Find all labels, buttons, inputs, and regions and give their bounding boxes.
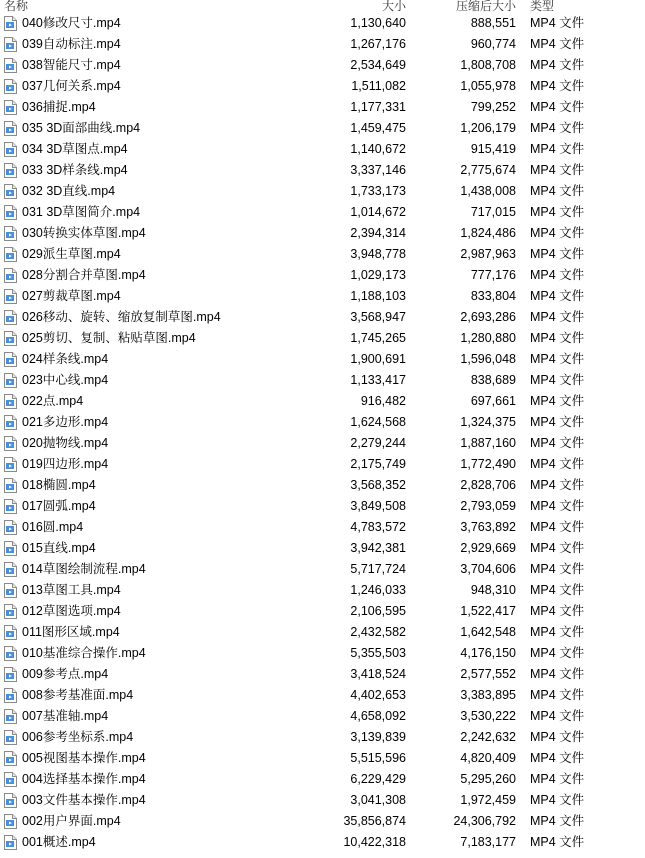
- file-packed-size-cell: 1,772,490: [460, 457, 516, 471]
- file-packed-size-cell: 1,808,708: [460, 58, 516, 72]
- file-rows-container: [0, 13, 645, 853]
- table-row[interactable]: [0, 433, 645, 454]
- mp4-file-icon: [4, 247, 17, 262]
- table-row[interactable]: [0, 118, 645, 139]
- file-name-cell[interactable]: [0, 685, 300, 706]
- file-name-cell[interactable]: [0, 664, 300, 685]
- table-row[interactable]: [0, 412, 645, 433]
- file-name-cell[interactable]: [0, 139, 300, 160]
- file-size-cell: 1,188,103: [350, 289, 406, 303]
- mp4-file-icon: [4, 688, 17, 703]
- file-name-cell[interactable]: [0, 727, 300, 748]
- mp4-file-icon: [4, 667, 17, 682]
- file-packed-size-cell: 697,661: [470, 394, 516, 408]
- file-name-label: 012草图选项.mp4: [22, 604, 121, 618]
- file-name-label: 018椭圆.mp4: [22, 478, 96, 492]
- mp4-file-icon: [4, 478, 17, 493]
- file-type-cell: MP4 文件: [530, 835, 585, 849]
- table-row[interactable]: [0, 181, 645, 202]
- file-name-cell[interactable]: [0, 223, 300, 244]
- file-packed-size-cell: 717,015: [470, 205, 516, 219]
- file-name-label: 011图形区域.mp4: [22, 625, 120, 639]
- table-row[interactable]: [0, 76, 645, 97]
- file-name-label: 025剪切、复制、粘贴草图.mp4: [22, 331, 196, 345]
- table-row[interactable]: [0, 538, 645, 559]
- file-type-cell: MP4 文件: [530, 667, 585, 681]
- file-type-cell: MP4 文件: [530, 16, 585, 30]
- column-header-row[interactable]: [0, 0, 645, 13]
- file-packed-size-cell: 3,383,895: [460, 688, 516, 702]
- file-size-cell: 3,337,146: [350, 163, 406, 177]
- mp4-file-icon: [4, 604, 17, 619]
- file-packed-size-cell: 833,804: [470, 289, 516, 303]
- mp4-file-icon: [4, 142, 17, 157]
- file-size-cell: 1,140,672: [350, 142, 406, 156]
- file-name-cell[interactable]: [0, 769, 300, 790]
- file-type-cell: MP4 文件: [530, 709, 585, 723]
- file-size-cell: 3,139,839: [350, 730, 406, 744]
- file-packed-size-cell: 888,551: [470, 16, 516, 30]
- file-type-cell: MP4 文件: [530, 142, 585, 156]
- table-row[interactable]: [0, 244, 645, 265]
- file-type-cell: MP4 文件: [530, 793, 585, 807]
- file-name-label: 023中心线.mp4: [22, 373, 109, 387]
- file-type-cell: MP4 文件: [530, 520, 585, 534]
- file-packed-size-cell: 2,577,552: [460, 667, 516, 681]
- file-name-label: 039自动标注.mp4: [22, 37, 121, 51]
- file-packed-size-cell: 2,828,706: [460, 478, 516, 492]
- table-row[interactable]: [0, 370, 645, 391]
- file-type-cell: MP4 文件: [530, 499, 585, 513]
- file-name-cell[interactable]: [0, 412, 300, 433]
- file-size-cell: 4,402,653: [350, 688, 406, 702]
- file-name-label: 006参考坐标系.mp4: [22, 730, 134, 744]
- table-row[interactable]: [0, 811, 645, 832]
- file-type-cell: MP4 文件: [530, 478, 585, 492]
- file-name-label: 027剪裁草图.mp4: [22, 289, 121, 303]
- file-size-cell: 1,733,173: [350, 184, 406, 198]
- file-packed-size-cell: 1,438,008: [460, 184, 516, 198]
- mp4-file-icon: [4, 79, 17, 94]
- file-name-cell[interactable]: [0, 76, 300, 97]
- file-type-cell: MP4 文件: [530, 730, 585, 744]
- file-packed-size-cell: 1,596,048: [460, 352, 516, 366]
- file-packed-size-cell: 4,820,409: [460, 751, 516, 765]
- file-packed-size-cell: 960,774: [470, 37, 516, 51]
- file-name-label: 007基准轴.mp4: [22, 709, 109, 723]
- file-name-label: 028分割合并草图.mp4: [22, 268, 146, 282]
- file-type-cell: MP4 文件: [530, 394, 585, 408]
- file-name-label: 001概述.mp4: [22, 835, 96, 849]
- mp4-file-icon: [4, 625, 17, 640]
- file-name-cell[interactable]: [0, 601, 300, 622]
- file-size-cell: 5,515,596: [350, 751, 406, 765]
- mp4-file-icon: [4, 562, 17, 577]
- mp4-file-icon: [4, 352, 17, 367]
- file-size-cell: 1,900,691: [350, 352, 406, 366]
- file-size-cell: 1,459,475: [350, 121, 406, 135]
- file-size-cell: 3,041,308: [350, 793, 406, 807]
- file-name-label: 024样条线.mp4: [22, 352, 109, 366]
- file-name-cell[interactable]: [0, 580, 300, 601]
- file-type-cell: MP4 文件: [530, 541, 585, 555]
- table-row[interactable]: [0, 97, 645, 118]
- file-type-cell: MP4 文件: [530, 373, 585, 387]
- file-type-cell: MP4 文件: [530, 772, 585, 786]
- file-name-cell[interactable]: [0, 34, 300, 55]
- file-packed-size-cell: 1,522,417: [460, 604, 516, 618]
- mp4-file-icon: [4, 394, 17, 409]
- file-size-cell: 1,133,417: [350, 373, 406, 387]
- file-packed-size-cell: 838,689: [470, 373, 516, 387]
- file-type-cell: MP4 文件: [530, 814, 585, 828]
- file-size-cell: 1,246,033: [350, 583, 406, 597]
- file-type-cell: MP4 文件: [530, 289, 585, 303]
- mp4-file-icon: [4, 835, 17, 850]
- file-packed-size-cell: 2,929,669: [460, 541, 516, 555]
- mp4-file-icon: [4, 751, 17, 766]
- file-name-label: 034 3D草图点.mp4: [22, 142, 128, 156]
- table-row[interactable]: [0, 391, 645, 412]
- file-packed-size-cell: 2,793,059: [460, 499, 516, 513]
- file-name-label: 026移动、旋转、缩放复制草图.mp4: [22, 310, 221, 324]
- file-name-label: 004选择基本操作.mp4: [22, 772, 146, 786]
- file-name-cell[interactable]: [0, 391, 300, 412]
- file-name-cell[interactable]: [0, 307, 300, 328]
- file-size-cell: 916,482: [360, 394, 406, 408]
- file-packed-size-cell: 5,295,260: [460, 772, 516, 786]
- file-name-label: 008参考基准面.mp4: [22, 688, 134, 702]
- file-name-cell[interactable]: [0, 55, 300, 76]
- file-name-cell[interactable]: [0, 622, 300, 643]
- file-size-cell: 2,534,649: [350, 58, 406, 72]
- table-row[interactable]: [0, 55, 645, 76]
- table-row[interactable]: [0, 307, 645, 328]
- file-name-label: 017圆弧.mp4: [22, 499, 96, 513]
- table-row[interactable]: [0, 202, 645, 223]
- file-type-cell: MP4 文件: [530, 646, 585, 660]
- file-type-cell: MP4 文件: [530, 79, 585, 93]
- mp4-file-icon: [4, 520, 17, 535]
- file-packed-size-cell: 777,176: [470, 268, 516, 282]
- table-row[interactable]: [0, 559, 645, 580]
- table-row[interactable]: [0, 265, 645, 286]
- table-row[interactable]: [0, 748, 645, 769]
- file-type-cell: MP4 文件: [530, 247, 585, 261]
- file-name-cell[interactable]: [0, 160, 300, 181]
- file-packed-size-cell: 7,183,177: [460, 835, 516, 849]
- file-name-cell[interactable]: [0, 244, 300, 265]
- mp4-file-icon: [4, 436, 17, 451]
- file-size-cell: 4,658,092: [350, 709, 406, 723]
- file-type-cell: MP4 文件: [530, 58, 585, 72]
- file-name-cell[interactable]: [0, 349, 300, 370]
- file-name-cell[interactable]: [0, 265, 300, 286]
- table-row[interactable]: [0, 223, 645, 244]
- file-name-cell[interactable]: [0, 538, 300, 559]
- mp4-file-icon: [4, 415, 17, 430]
- file-name-label: 040修改尺寸.mp4: [22, 16, 121, 30]
- file-name-label: 010基准综合操作.mp4: [22, 646, 146, 660]
- mp4-file-icon: [4, 16, 17, 31]
- file-size-cell: 2,432,582: [350, 625, 406, 639]
- mp4-file-icon: [4, 268, 17, 283]
- file-name-label: 014草图绘制流程.mp4: [22, 562, 146, 576]
- file-size-cell: 1,130,640: [350, 16, 406, 30]
- file-name-cell[interactable]: [0, 433, 300, 454]
- file-packed-size-cell: 4,176,150: [460, 646, 516, 660]
- file-type-cell: MP4 文件: [530, 205, 585, 219]
- table-row[interactable]: [0, 769, 645, 790]
- file-packed-size-cell: 1,280,880: [460, 331, 516, 345]
- file-type-cell: MP4 文件: [530, 751, 585, 765]
- column-header-packed-size[interactable]: 压缩后大小: [455, 0, 516, 13]
- file-size-cell: 35,856,874: [343, 814, 406, 828]
- mp4-file-icon: [4, 772, 17, 787]
- file-name-cell[interactable]: [0, 202, 300, 223]
- file-size-cell: 2,394,314: [350, 226, 406, 240]
- file-name-cell[interactable]: [0, 118, 300, 139]
- file-name-cell[interactable]: [0, 97, 300, 118]
- file-type-cell: MP4 文件: [530, 100, 585, 114]
- mp4-file-icon: [4, 121, 17, 136]
- file-size-cell: 1,267,176: [350, 37, 406, 51]
- table-row[interactable]: [0, 454, 645, 475]
- table-row[interactable]: [0, 160, 645, 181]
- file-size-cell: 1,177,331: [350, 100, 406, 114]
- table-row[interactable]: [0, 475, 645, 496]
- file-packed-size-cell: 799,252: [470, 100, 516, 114]
- mp4-file-icon: [4, 814, 17, 829]
- file-name-cell[interactable]: [0, 748, 300, 769]
- mp4-file-icon: [4, 646, 17, 661]
- file-name-cell[interactable]: [0, 328, 300, 349]
- mp4-file-icon: [4, 184, 17, 199]
- file-name-cell[interactable]: [0, 454, 300, 475]
- file-name-label: 003文件基本操作.mp4: [22, 793, 146, 807]
- file-name-label: 005视图基本操作.mp4: [22, 751, 146, 765]
- mp4-file-icon: [4, 289, 17, 304]
- file-type-cell: MP4 文件: [530, 457, 585, 471]
- table-row[interactable]: [0, 286, 645, 307]
- table-row[interactable]: [0, 727, 645, 748]
- file-size-cell: 1,745,265: [350, 331, 406, 345]
- table-row[interactable]: [0, 328, 645, 349]
- file-packed-size-cell: 1,055,978: [460, 79, 516, 93]
- file-name-cell[interactable]: [0, 517, 300, 538]
- table-row[interactable]: [0, 517, 645, 538]
- file-size-cell: 2,106,595: [350, 604, 406, 618]
- file-packed-size-cell: 3,763,892: [460, 520, 516, 534]
- mp4-file-icon: [4, 100, 17, 115]
- mp4-file-icon: [4, 793, 17, 808]
- table-row[interactable]: [0, 34, 645, 55]
- file-name-cell[interactable]: [0, 811, 300, 832]
- file-name-cell[interactable]: [0, 475, 300, 496]
- file-name-label: 020抛物线.mp4: [22, 436, 109, 450]
- file-packed-size-cell: 1,642,548: [460, 625, 516, 639]
- file-size-cell: 5,355,503: [350, 646, 406, 660]
- mp4-file-icon: [4, 310, 17, 325]
- file-name-label: 019四边形.mp4: [22, 457, 109, 471]
- file-packed-size-cell: 948,310: [470, 583, 516, 597]
- mp4-file-icon: [4, 58, 17, 73]
- file-size-cell: 3,418,524: [350, 667, 406, 681]
- file-size-cell: 1,029,173: [350, 268, 406, 282]
- file-name-label: 009参考点.mp4: [22, 667, 109, 681]
- file-name-label: 029派生草图.mp4: [22, 247, 121, 261]
- file-packed-size-cell: 3,704,606: [460, 562, 516, 576]
- file-size-cell: 3,948,778: [350, 247, 406, 261]
- file-size-cell: 3,849,508: [350, 499, 406, 513]
- table-row[interactable]: [0, 601, 645, 622]
- file-type-cell: MP4 文件: [530, 37, 585, 51]
- file-name-label: 032 3D直线.mp4: [22, 184, 116, 198]
- file-type-cell: MP4 文件: [530, 226, 585, 240]
- file-name-label: 021多边形.mp4: [22, 415, 109, 429]
- file-name-cell[interactable]: [0, 370, 300, 391]
- file-name-cell[interactable]: [0, 643, 300, 664]
- file-type-cell: MP4 文件: [530, 331, 585, 345]
- mp4-file-icon: [4, 37, 17, 52]
- mp4-file-icon: [4, 457, 17, 472]
- file-name-label: 015直线.mp4: [22, 541, 96, 555]
- file-type-cell: MP4 文件: [530, 310, 585, 324]
- table-row[interactable]: [0, 622, 645, 643]
- file-packed-size-cell: 2,693,286: [460, 310, 516, 324]
- file-packed-size-cell: 915,419: [470, 142, 516, 156]
- file-name-label: 002用户界面.mp4: [22, 814, 121, 828]
- table-row[interactable]: [0, 832, 645, 853]
- file-size-cell: 1,014,672: [350, 205, 406, 219]
- file-name-cell[interactable]: [0, 790, 300, 811]
- file-packed-size-cell: 2,987,963: [460, 247, 516, 261]
- file-size-cell: 5,717,724: [350, 562, 406, 576]
- table-row[interactable]: [0, 349, 645, 370]
- file-name-label: 033 3D样条线.mp4: [22, 163, 128, 177]
- mp4-file-icon: [4, 373, 17, 388]
- file-packed-size-cell: 2,775,674: [460, 163, 516, 177]
- file-type-cell: MP4 文件: [530, 625, 585, 639]
- file-name-cell[interactable]: [0, 181, 300, 202]
- table-row[interactable]: [0, 643, 645, 664]
- file-size-cell: 6,229,429: [350, 772, 406, 786]
- file-name-cell[interactable]: [0, 496, 300, 517]
- file-packed-size-cell: 24,306,792: [453, 814, 516, 828]
- file-type-cell: MP4 文件: [530, 268, 585, 282]
- file-name-cell[interactable]: [0, 832, 300, 853]
- file-type-cell: MP4 文件: [530, 436, 585, 450]
- file-size-cell: 3,942,381: [350, 541, 406, 555]
- file-packed-size-cell: 2,242,632: [460, 730, 516, 744]
- table-row[interactable]: [0, 139, 645, 160]
- file-type-cell: MP4 文件: [530, 562, 585, 576]
- table-row[interactable]: [0, 13, 645, 34]
- mp4-file-icon: [4, 205, 17, 220]
- table-row[interactable]: [0, 580, 645, 601]
- mp4-file-icon: [4, 583, 17, 598]
- file-size-cell: 3,568,947: [350, 310, 406, 324]
- file-type-cell: MP4 文件: [530, 604, 585, 618]
- table-row[interactable]: [0, 664, 645, 685]
- file-size-cell: 2,175,749: [350, 457, 406, 471]
- mp4-file-icon: [4, 499, 17, 514]
- column-header-type[interactable]: 类型: [530, 0, 555, 13]
- file-name-cell[interactable]: [0, 286, 300, 307]
- file-name-label: 030转换实体草图.mp4: [22, 226, 146, 240]
- file-packed-size-cell: 1,824,486: [460, 226, 516, 240]
- table-row[interactable]: [0, 790, 645, 811]
- file-name-cell[interactable]: [0, 13, 300, 34]
- file-packed-size-cell: 1,972,459: [460, 793, 516, 807]
- file-name-label: 038智能尺寸.mp4: [22, 58, 121, 72]
- file-name-label: 031 3D草图简介.mp4: [22, 205, 141, 219]
- file-name-label: 022点.mp4: [22, 394, 84, 408]
- file-type-cell: MP4 文件: [530, 583, 585, 597]
- file-size-cell: 3,568,352: [350, 478, 406, 492]
- mp4-file-icon: [4, 331, 17, 346]
- table-row[interactable]: [0, 685, 645, 706]
- mp4-file-icon: [4, 541, 17, 556]
- column-header-size[interactable]: 大小: [381, 0, 406, 13]
- file-type-cell: MP4 文件: [530, 121, 585, 135]
- table-row[interactable]: [0, 496, 645, 517]
- column-header-name[interactable]: 名称: [4, 0, 29, 13]
- mp4-file-icon: [4, 730, 17, 745]
- file-name-label: 016圆.mp4: [22, 520, 84, 534]
- table-row[interactable]: [0, 706, 645, 727]
- file-size-cell: 10,422,318: [343, 835, 406, 849]
- file-packed-size-cell: 1,324,375: [460, 415, 516, 429]
- file-size-cell: 2,279,244: [350, 436, 406, 450]
- file-type-cell: MP4 文件: [530, 688, 585, 702]
- file-type-cell: MP4 文件: [530, 184, 585, 198]
- file-packed-size-cell: 1,206,179: [460, 121, 516, 135]
- file-name-label: 036捕捉.mp4: [22, 100, 96, 114]
- file-type-cell: MP4 文件: [530, 163, 585, 177]
- file-size-cell: 4,783,572: [350, 520, 406, 534]
- file-type-cell: MP4 文件: [530, 415, 585, 429]
- file-packed-size-cell: 3,530,222: [460, 709, 516, 723]
- mp4-file-icon: [4, 163, 17, 178]
- file-name-label: 013草图工具.mp4: [22, 583, 121, 597]
- file-name-label: 035 3D面部曲线.mp4: [22, 121, 141, 135]
- file-packed-size-cell: 1,887,160: [460, 436, 516, 450]
- file-size-cell: 1,624,568: [350, 415, 406, 429]
- file-type-cell: MP4 文件: [530, 352, 585, 366]
- mp4-file-icon: [4, 709, 17, 724]
- file-name-label: 037几何关系.mp4: [22, 79, 121, 93]
- file-name-cell[interactable]: [0, 706, 300, 727]
- mp4-file-icon: [4, 226, 17, 241]
- file-name-cell[interactable]: [0, 559, 300, 580]
- file-size-cell: 1,511,082: [351, 79, 406, 93]
